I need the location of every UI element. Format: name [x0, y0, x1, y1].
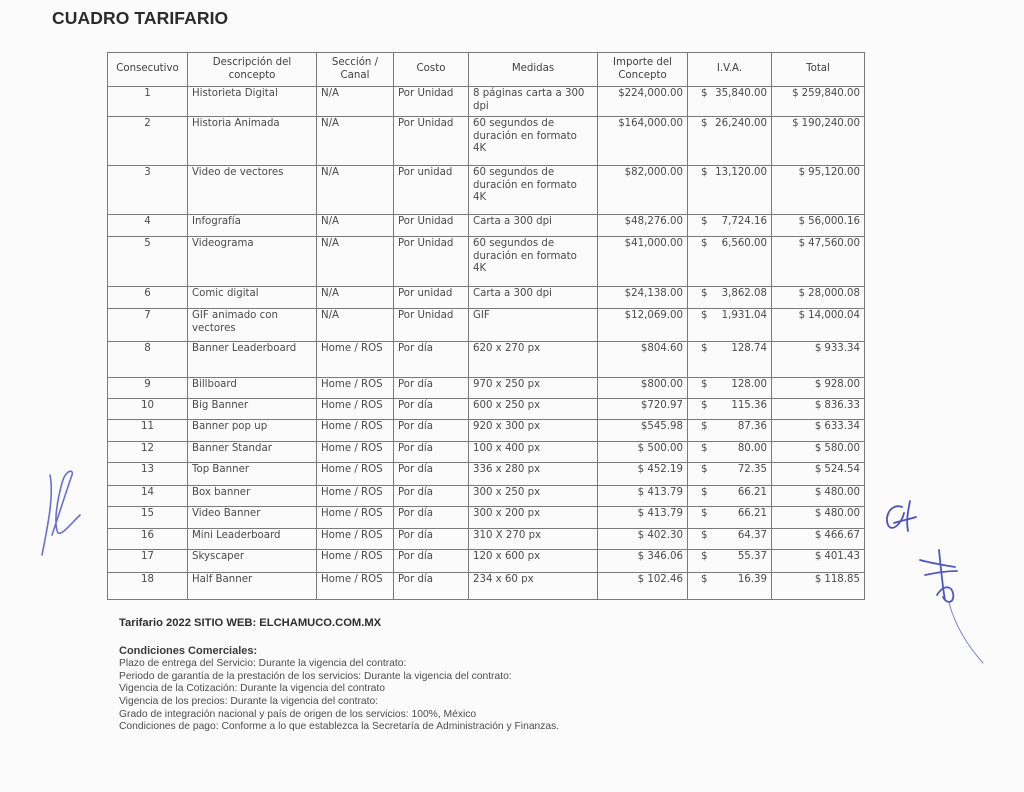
iva-value: 1,931.04 — [721, 310, 767, 321]
iva-value: 3,862.08 — [721, 288, 767, 299]
cell-medidas: 310 X 270 px — [469, 529, 598, 550]
cell-medidas: 100 x 400 px — [469, 442, 598, 463]
cell-iva — [688, 442, 772, 463]
cell-descripcion: Video de vectores — [188, 166, 317, 215]
currency-symbol: $ — [792, 88, 799, 99]
header-iva: I.V.A. — [688, 53, 772, 87]
currency-symbol: $ — [814, 574, 822, 585]
cell-consecutivo: 14 — [108, 486, 188, 507]
cell-descripcion: Historieta Digital — [188, 87, 317, 117]
cell-costo: Por día — [394, 507, 469, 529]
condition-line: Vigencia de la Cotización: Durante la vigencia del contrato — [119, 683, 385, 695]
cell-costo: Por día — [394, 463, 469, 486]
currency-symbol: $ — [701, 343, 708, 354]
cell-total — [772, 442, 865, 463]
cell-total — [772, 287, 865, 309]
currency-symbol: $ — [792, 118, 799, 129]
cell-medidas: 120 x 600 px — [469, 550, 598, 573]
table-row — [108, 463, 865, 486]
cell-medidas: 920 x 300 px — [469, 420, 598, 442]
currency-symbol: $ — [701, 421, 708, 432]
cell-total — [772, 507, 865, 529]
cell-costo: Por día — [394, 442, 469, 463]
iva-value: 16.39 — [737, 574, 767, 585]
cell-costo: Por unidad — [394, 166, 469, 215]
cell-importe: $804.60 — [598, 342, 688, 378]
cell-iva — [688, 342, 772, 378]
cell-costo: Por unidad — [394, 287, 469, 309]
cell-medidas: 336 x 280 px — [469, 463, 598, 486]
currency-symbol: $ — [701, 238, 708, 249]
total-value: 118.85 — [824, 574, 860, 585]
total-value: 95,120.00 — [808, 167, 860, 178]
cell-costo: Por Unidad — [394, 117, 469, 166]
cell-consecutivo: 17 — [108, 550, 188, 573]
cell-importe: $ 346.06 — [598, 550, 688, 573]
cell-total — [772, 342, 865, 378]
cell-importe: $ 413.79 — [598, 507, 688, 529]
cell-descripcion: Historia Animada — [188, 117, 317, 166]
table-row — [108, 378, 865, 399]
cell-importe: $12,069.00 — [598, 309, 688, 342]
currency-symbol: $ — [814, 530, 822, 541]
total-value: 836.33 — [824, 400, 860, 411]
header-costo: Costo — [394, 53, 469, 87]
cell-descripcion: Billboard — [188, 378, 317, 399]
cell-total — [772, 420, 865, 442]
cell-importe: $ 500.00 — [598, 442, 688, 463]
header-descripcion: Descripción del concepto — [188, 53, 317, 87]
header-medidas: Medidas — [469, 53, 598, 87]
cell-consecutivo: 16 — [108, 529, 188, 550]
cell-descripcion: Half Banner — [188, 573, 317, 600]
table-row — [108, 87, 865, 117]
cell-costo: Por Unidad — [394, 237, 469, 287]
total-value: 190,240.00 — [801, 118, 860, 129]
cell-seccion: N/A — [317, 309, 394, 342]
cell-descripcion: Top Banner — [188, 463, 317, 486]
table-row — [108, 215, 865, 237]
table-body — [108, 87, 865, 600]
cell-descripcion: Video Banner — [188, 507, 317, 529]
signature-right-initials — [880, 495, 940, 545]
currency-symbol: $ — [701, 508, 708, 519]
cell-costo: Por día — [394, 573, 469, 600]
cell-consecutivo: 11 — [108, 420, 188, 442]
table-row — [108, 342, 865, 378]
cell-costo: Por día — [394, 378, 469, 399]
currency-symbol: $ — [701, 443, 708, 454]
cell-medidas: 60 segundos de duración en formato 4K — [469, 237, 598, 287]
table-row — [108, 399, 865, 420]
cell-iva — [688, 87, 772, 117]
currency-symbol: $ — [701, 118, 708, 129]
currency-symbol: $ — [701, 167, 708, 178]
currency-symbol: $ — [701, 400, 708, 411]
total-value: 56,000.16 — [808, 216, 860, 227]
total-value: 401.43 — [824, 551, 860, 562]
currency-symbol: $ — [814, 443, 822, 454]
cell-seccion: N/A — [317, 87, 394, 117]
cell-seccion: Home / ROS — [317, 507, 394, 529]
cell-importe: $164,000.00 — [598, 117, 688, 166]
table-row — [108, 287, 865, 309]
currency-symbol: $ — [701, 288, 708, 299]
currency-symbol: $ — [814, 400, 822, 411]
cell-costo: Por Unidad — [394, 309, 469, 342]
total-value: 14,000.04 — [808, 310, 860, 321]
cell-consecutivo: 3 — [108, 166, 188, 215]
cell-seccion: Home / ROS — [317, 342, 394, 378]
notes-section — [119, 617, 559, 734]
currency-symbol: $ — [701, 464, 708, 475]
cell-iva — [688, 237, 772, 287]
cell-medidas: 234 x 60 px — [469, 573, 598, 600]
cell-total — [772, 550, 865, 573]
cell-medidas: 8 páginas carta a 300 dpi — [469, 87, 598, 117]
table-row — [108, 442, 865, 463]
cell-medidas: 970 x 250 px — [469, 378, 598, 399]
cell-iva — [688, 166, 772, 215]
cell-iva — [688, 529, 772, 550]
total-value: 928.00 — [824, 379, 860, 390]
cell-importe: $41,000.00 — [598, 237, 688, 287]
cell-descripcion: Banner Leaderboard — [188, 342, 317, 378]
total-value: 47,560.00 — [808, 238, 860, 249]
currency-symbol: $ — [798, 167, 806, 178]
cell-importe: $224,000.00 — [598, 87, 688, 117]
cell-importe: $ 402.30 — [598, 529, 688, 550]
condition-line: Grado de integración nacional y país de origen de los servicios: 100%, México — [119, 708, 477, 720]
total-value: 259,840.00 — [801, 88, 860, 99]
iva-value: 80.00 — [737, 443, 767, 454]
cell-importe: $24,138.00 — [598, 287, 688, 309]
cell-seccion: N/A — [317, 166, 394, 215]
cell-seccion: Home / ROS — [317, 442, 394, 463]
cell-consecutivo: 15 — [108, 507, 188, 529]
cell-importe: $ 413.79 — [598, 486, 688, 507]
currency-symbol: $ — [701, 379, 708, 390]
cell-total — [772, 87, 865, 117]
total-value: 480.00 — [824, 487, 860, 498]
cell-importe: $82,000.00 — [598, 166, 688, 215]
conditions-title: Condiciones Comerciales: — [119, 644, 258, 657]
cell-total — [772, 166, 865, 215]
currency-symbol: $ — [798, 216, 806, 227]
cell-costo: Por Unidad — [394, 87, 469, 117]
total-value: 480.00 — [824, 508, 860, 519]
total-value: 466.67 — [824, 530, 860, 541]
cell-consecutivo: 2 — [108, 117, 188, 166]
table-row — [108, 573, 865, 600]
cell-seccion: Home / ROS — [317, 463, 394, 486]
cell-costo: Por día — [394, 529, 469, 550]
cell-iva — [688, 507, 772, 529]
iva-value: 26,240.00 — [715, 118, 767, 129]
cell-consecutivo: 13 — [108, 463, 188, 486]
cell-descripcion: Box banner — [188, 486, 317, 507]
cell-total — [772, 399, 865, 420]
cell-seccion: N/A — [317, 215, 394, 237]
cell-iva — [688, 378, 772, 399]
cell-importe: $800.00 — [598, 378, 688, 399]
cell-costo: Por día — [394, 399, 469, 420]
currency-symbol: $ — [814, 343, 822, 354]
cell-costo: Por día — [394, 550, 469, 573]
cell-costo: Por día — [394, 420, 469, 442]
cell-importe: $ 452.19 — [598, 463, 688, 486]
cell-medidas: 60 segundos de duración en formato 4K — [469, 117, 598, 166]
table-row — [108, 309, 865, 342]
cell-consecutivo: 18 — [108, 573, 188, 600]
table-header-row — [108, 53, 865, 87]
cell-seccion: Home / ROS — [317, 399, 394, 420]
cell-total — [772, 309, 865, 342]
cell-seccion: Home / ROS — [317, 486, 394, 507]
cell-consecutivo: 1 — [108, 87, 188, 117]
header-importe: Importe del Concepto — [598, 53, 688, 87]
cell-descripcion: Videograma — [188, 237, 317, 287]
iva-value: 55.37 — [737, 551, 767, 562]
total-value: 933.34 — [824, 343, 860, 354]
condition-line: Vigencia de los precios: Durante la vigencia del contrato: — [119, 695, 379, 707]
cell-consecutivo: 7 — [108, 309, 188, 342]
cell-costo: Por Unidad — [394, 215, 469, 237]
currency-symbol: $ — [701, 574, 708, 585]
currency-symbol: $ — [814, 421, 822, 432]
total-value: 524.54 — [824, 464, 860, 475]
cell-seccion: Home / ROS — [317, 378, 394, 399]
cell-total — [772, 573, 865, 600]
cell-descripcion: GIF animado con vectores — [188, 309, 317, 342]
cell-iva — [688, 573, 772, 600]
iva-value: 7,724.16 — [721, 216, 767, 227]
currency-symbol: $ — [814, 508, 822, 519]
iva-value: 64.37 — [737, 530, 767, 541]
site-line: Tarifario 2022 SITIO WEB: ELCHAMUCO.COM.MX — [119, 617, 382, 629]
cell-iva — [688, 486, 772, 507]
condition-line: Plazo de entrega del Servicio: Durante la vigencia del contrato: — [119, 658, 407, 670]
cell-descripcion: Skyscaper — [188, 550, 317, 573]
iva-value: 35,840.00 — [715, 88, 767, 99]
cell-seccion: Home / ROS — [317, 420, 394, 442]
cell-medidas: Carta a 300 dpi — [469, 287, 598, 309]
cell-descripcion: Comic digital — [188, 287, 317, 309]
currency-symbol: $ — [814, 379, 822, 390]
cell-consecutivo: 4 — [108, 215, 188, 237]
cell-medidas: 300 x 250 px — [469, 486, 598, 507]
currency-symbol: $ — [814, 551, 822, 562]
cell-total — [772, 378, 865, 399]
cell-iva — [688, 287, 772, 309]
cell-importe: $720.97 — [598, 399, 688, 420]
iva-value: 6,560.00 — [721, 238, 767, 249]
iva-value: 66.21 — [737, 487, 767, 498]
cell-iva — [688, 215, 772, 237]
table-row — [108, 117, 865, 166]
table-row — [108, 237, 865, 287]
table-row — [108, 507, 865, 529]
cell-importe: $48,276.00 — [598, 215, 688, 237]
cell-costo: Por día — [394, 486, 469, 507]
condition-line: Condiciones de pago: Conforme a lo que establezca la Secretaría de Administración y Finanzas. — [119, 721, 560, 733]
cell-medidas: 620 x 270 px — [469, 342, 598, 378]
cell-medidas: Carta a 300 dpi — [469, 215, 598, 237]
cell-seccion: Home / ROS — [317, 529, 394, 550]
currency-symbol: $ — [701, 310, 708, 321]
cell-seccion: N/A — [317, 237, 394, 287]
iva-value: 115.36 — [731, 400, 767, 411]
cell-descripcion: Banner Standar — [188, 442, 317, 463]
cell-total — [772, 117, 865, 166]
cell-seccion: Home / ROS — [317, 550, 394, 573]
iva-value: 87.36 — [737, 421, 767, 432]
header-seccion: Sección / Canal — [317, 53, 394, 87]
cell-medidas: 300 x 200 px — [469, 507, 598, 529]
currency-symbol: $ — [814, 487, 822, 498]
iva-value: 66.21 — [737, 508, 767, 519]
currency-symbol: $ — [798, 238, 806, 249]
cell-iva — [688, 399, 772, 420]
currency-symbol: $ — [701, 88, 708, 99]
iva-value: 13,120.00 — [715, 167, 767, 178]
cell-consecutivo: 10 — [108, 399, 188, 420]
total-value: 580.00 — [824, 443, 860, 454]
cell-iva — [688, 117, 772, 166]
cell-medidas: 600 x 250 px — [469, 399, 598, 420]
condition-line: Periodo de garantía de la prestación de los servicios: Durante la vigencia del contrato: — [119, 670, 512, 682]
page-title: CUADRO TARIFARIO — [52, 8, 229, 28]
cell-consecutivo: 5 — [108, 237, 188, 287]
cell-seccion: N/A — [317, 117, 394, 166]
cell-total — [772, 237, 865, 287]
cell-medidas: 60 segundos de duración en formato 4K — [469, 166, 598, 215]
cell-importe: $ 102.46 — [598, 573, 688, 600]
table-row — [108, 550, 865, 573]
currency-symbol: $ — [701, 551, 708, 562]
currency-symbol: $ — [701, 216, 708, 227]
currency-symbol: $ — [798, 310, 806, 321]
cell-consecutivo: 6 — [108, 287, 188, 309]
table-row — [108, 486, 865, 507]
table-row — [108, 529, 865, 550]
cell-descripcion: Banner pop up — [188, 420, 317, 442]
cell-seccion: Home / ROS — [317, 573, 394, 600]
cell-consecutivo: 9 — [108, 378, 188, 399]
cell-total — [772, 529, 865, 550]
cell-iva — [688, 420, 772, 442]
cell-seccion: N/A — [317, 287, 394, 309]
tariff-table — [107, 52, 865, 600]
cell-iva — [688, 309, 772, 342]
cell-total — [772, 215, 865, 237]
iva-value: 72.35 — [737, 464, 767, 475]
iva-value: 128.00 — [731, 379, 767, 390]
currency-symbol: $ — [798, 288, 806, 299]
cell-medidas: GIF — [469, 309, 598, 342]
cell-total — [772, 463, 865, 486]
cell-descripcion: Mini Leaderboard — [188, 529, 317, 550]
currency-symbol: $ — [701, 530, 708, 541]
header-total: Total — [772, 53, 865, 87]
signature-left — [30, 455, 90, 565]
table-row — [108, 420, 865, 442]
currency-symbol: $ — [701, 487, 708, 498]
table-row — [108, 166, 865, 215]
currency-symbol: $ — [814, 464, 822, 475]
header-consecutivo: Consecutivo — [108, 53, 188, 87]
iva-value: 128.74 — [731, 343, 767, 354]
cell-consecutivo: 12 — [108, 442, 188, 463]
total-value: 633.34 — [824, 421, 860, 432]
cell-iva — [688, 550, 772, 573]
signature-right-flourish — [915, 545, 990, 675]
cell-consecutivo: 8 — [108, 342, 188, 378]
total-value: 28,000.08 — [808, 288, 860, 299]
cell-iva — [688, 463, 772, 486]
cell-descripcion: Big Banner — [188, 399, 317, 420]
cell-costo: Por día — [394, 342, 469, 378]
cell-total — [772, 486, 865, 507]
cell-descripcion: Infografía — [188, 215, 317, 237]
cell-importe: $545.98 — [598, 420, 688, 442]
